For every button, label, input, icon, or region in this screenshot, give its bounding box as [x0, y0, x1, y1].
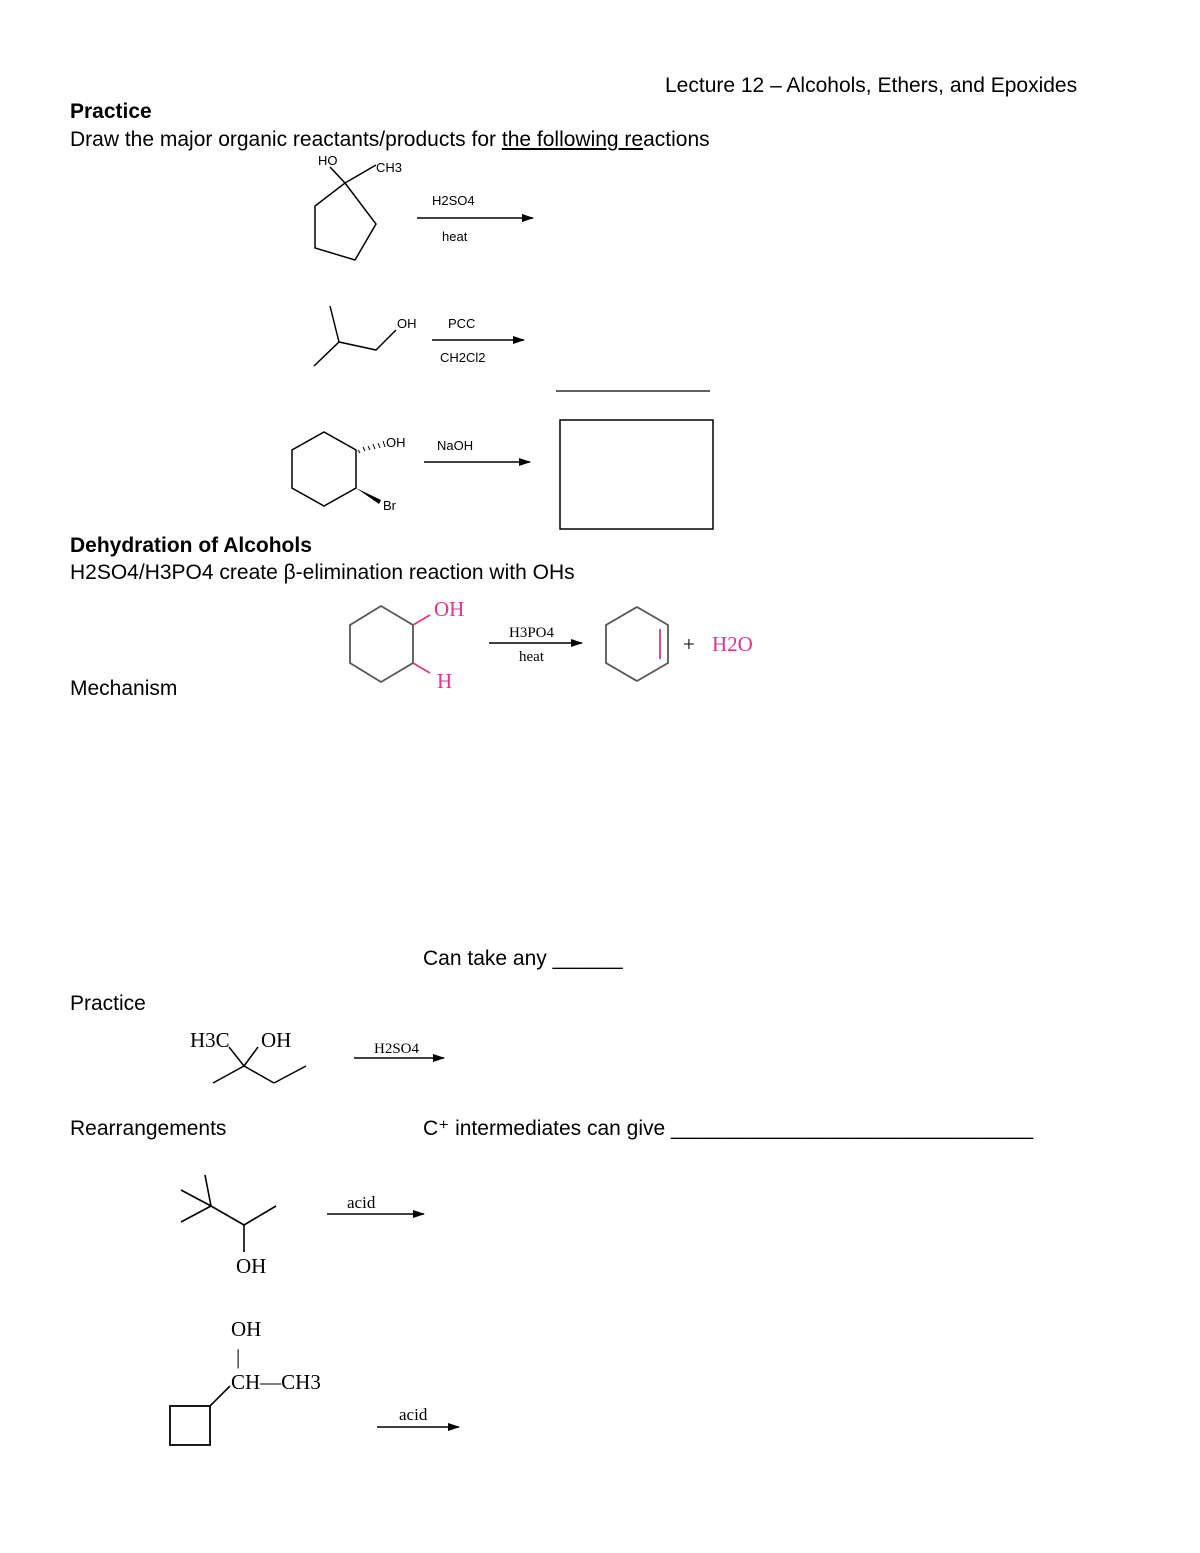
practice2-h3c-label: H3C	[190, 1028, 230, 1052]
reaction2-oh-label: OH	[397, 316, 417, 331]
reaction1-ch3-label: CH3	[376, 160, 403, 175]
practice-heading: Practice	[70, 100, 152, 123]
dehydration-water-label: H2O	[712, 632, 753, 656]
reaction1-substrate	[315, 165, 376, 260]
reaction2-reagent-top: PCC	[448, 316, 476, 331]
dehydration-reagent-top: H3PO4	[509, 625, 555, 641]
reaction1-reagent-top: H2SO4	[432, 193, 475, 208]
cyclobutane-ring	[170, 1406, 210, 1445]
reaction2-substrate	[314, 306, 396, 366]
instruction-part-a: Draw the major organic reactants/products for	[70, 128, 502, 151]
rearrangement2-bar: |	[236, 1345, 241, 1369]
rearrangement2-chain-label: CH—CH3	[231, 1370, 321, 1394]
practice2-reagent: H2SO4	[374, 1041, 420, 1057]
reaction2-reagent-bottom: CH2Cl2	[440, 350, 486, 365]
instruction-part-b: the following re	[501, 128, 644, 151]
instruction-part-c: actions	[643, 128, 710, 151]
rearrangement2-bond	[210, 1386, 230, 1406]
practice2-heading: Practice	[70, 992, 146, 1015]
lecture-title: Lecture 12 – Alcohols, Ethers, and Epoxides	[665, 74, 1078, 97]
dehydration-reagent-bottom: heat	[519, 649, 544, 665]
dehydration-heading: Dehydration of Alcohols	[70, 534, 312, 557]
dehydration-oh-label: OH	[434, 597, 465, 621]
rearrangement2-oh-label: OH	[231, 1317, 262, 1341]
wedge-bond-icon	[356, 488, 381, 504]
dehydration-plus: +	[683, 632, 695, 656]
answer-box	[560, 420, 713, 529]
dehydration-substrate	[350, 606, 430, 682]
intermediates-text: C⁺ intermediates can give _______________________________	[423, 1117, 1034, 1140]
rearrangement1-substrate	[181, 1175, 276, 1252]
dehydration-h-label: H	[437, 669, 453, 693]
reaction1-reagent-bottom: heat	[442, 229, 468, 244]
dehydration-product	[606, 607, 668, 681]
rearrangement1-oh-label: OH	[236, 1254, 267, 1278]
dehydration-description: H2SO4/H3PO4 create β-elimination reaction with OHs	[70, 561, 575, 584]
reaction3-substrate	[292, 432, 385, 506]
rearrangements-heading: Rearrangements	[70, 1117, 227, 1140]
practice2-substrate	[213, 1047, 306, 1083]
reaction3-reagent-top: NaOH	[437, 438, 474, 453]
can-take-any-text: Can take any ______	[423, 947, 623, 970]
rearrangement2-reagent: acid	[399, 1405, 428, 1424]
rearrangement1-reagent: acid	[347, 1193, 376, 1212]
reaction3-oh-label: OH	[386, 435, 406, 450]
reaction1-ho-label: HO	[318, 153, 338, 168]
mechanism-label: Mechanism	[70, 677, 178, 700]
reaction3-br-label: Br	[383, 498, 396, 513]
practice2-oh-label: OH	[261, 1028, 292, 1052]
